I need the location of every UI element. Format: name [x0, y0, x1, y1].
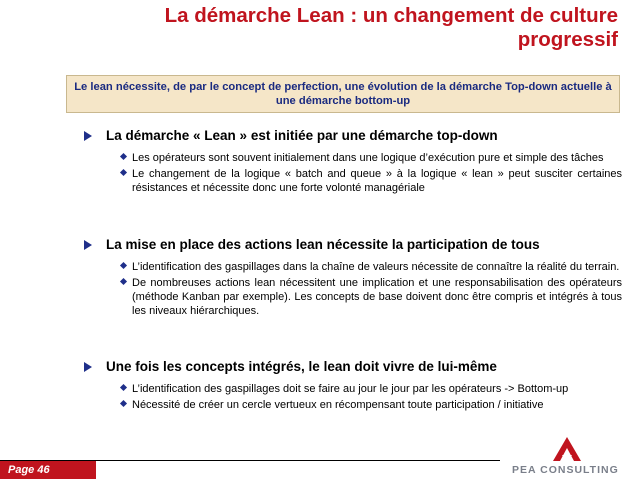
section-1-bullet-2	[82, 167, 622, 195]
section-3	[82, 358, 622, 414]
section-3-bullet-1	[82, 382, 622, 396]
bullet-text: De nombreuses actions lean nécessitent une implication et une responsabilisation des opérateurs (méthode Kanban par exemple). Les concepts de base doivent donc être compris et intégrés à tous les niveaux hiérarchiques.	[132, 277, 622, 317]
bullet-text: Nécessité de créer un cercle vertueux en récompensant toute participation / initiative	[132, 399, 544, 411]
diamond-bullet-icon	[120, 153, 127, 160]
diamond-bullet-icon	[120, 278, 127, 285]
summary-banner: Le lean nécessite, de par le concept de perfection, une évolution de la démarche Top-down actuelle à une démarche bottom-up	[66, 75, 620, 113]
section-3-heading	[82, 358, 622, 376]
section-2-heading	[82, 236, 622, 254]
bullet-text: Le changement de la logique « batch and queue » à la logique « lean » peut susciter certaines résistances et nécessite donc une forte volonté managériale	[132, 168, 622, 194]
section-3-bullet-2	[82, 398, 622, 412]
diamond-bullet-icon	[120, 169, 127, 176]
section-1	[82, 127, 622, 197]
bullet-text: L’identification des gaspillages doit se faire au jour le jour par les opérateurs -> Bottom-up	[132, 383, 569, 395]
company-logo	[506, 436, 634, 478]
bullet-text: L’identification des gaspillages dans la chaîne de valeurs nécessite de connaître la réalité du terrain.	[132, 261, 620, 273]
section-1-heading	[82, 127, 622, 145]
section-2-bullet-2	[82, 276, 622, 318]
section-2-heading-text: La mise en place des actions lean nécessite la participation de tous	[106, 237, 540, 252]
triangle-arrow-icon	[84, 362, 92, 372]
section-1-bullet-1	[82, 151, 622, 165]
diamond-bullet-icon	[120, 262, 127, 269]
page-number-label: Page 46	[0, 461, 96, 479]
section-2-bullet-1	[82, 260, 622, 274]
triangle-arrow-icon	[84, 240, 92, 250]
section-2	[82, 236, 622, 320]
pea-logo-icon	[552, 436, 582, 462]
logo-text: PEA CONSULTING	[512, 464, 619, 476]
triangle-arrow-icon	[84, 131, 92, 141]
diamond-bullet-icon	[120, 400, 127, 407]
bullet-text: Les opérateurs sont souvent initialement dans une logique d’exécution pure et simple des tâches	[132, 152, 604, 164]
diamond-bullet-icon	[120, 384, 127, 391]
slide-title: La démarche Lean : un changement de culture progressif	[164, 4, 618, 51]
section-1-heading-text: La démarche « Lean » est initiée par une démarche top-down	[106, 128, 498, 143]
section-3-heading-text: Une fois les concepts intégrés, le lean doit vivre de lui-même	[106, 359, 497, 374]
